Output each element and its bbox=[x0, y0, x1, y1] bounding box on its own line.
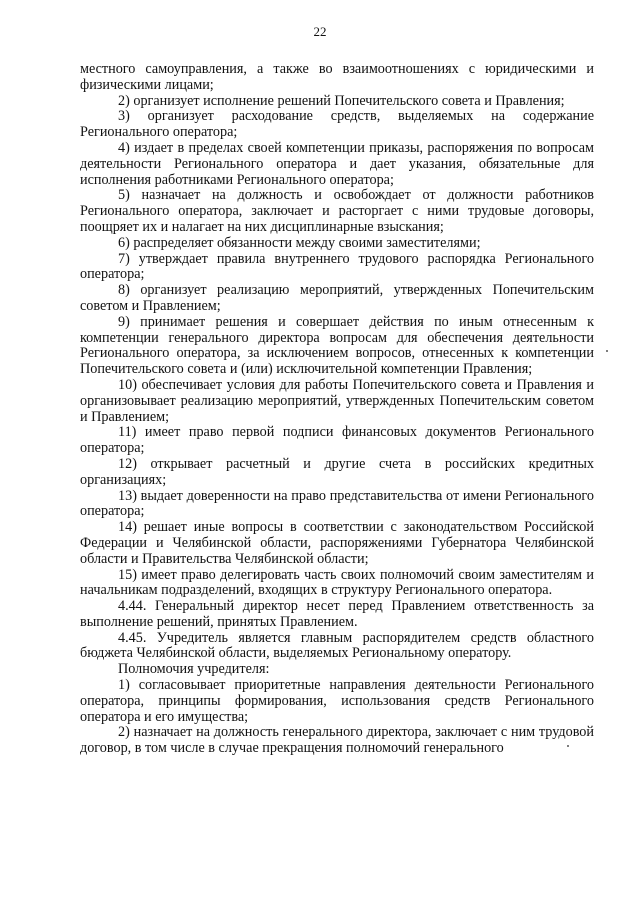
list-item-7: 7) утверждает правила внутреннего трудового распорядка Регионального оператора; bbox=[80, 250, 594, 283]
list-item-15: 15) имеет право делегировать часть своих полномочий своим заместителям и начальникам подразделений, входящих в структуру Регионального оператора. bbox=[80, 566, 594, 599]
list-item-3: 3) организует расходование средств, выделяемых на содержание Регионального оператора; bbox=[80, 108, 594, 141]
list-item-6: 6) распределяет обязанности между своими заместителями; bbox=[118, 234, 481, 251]
scan-speck bbox=[606, 350, 608, 352]
founder-power-1: 1) согласовывает приоритетные направления деятельности Регионального оператора, принципы формирования, использования средств Регионального оператора и его имущества; bbox=[80, 677, 594, 725]
list-item-4: 4) издает в пределах своей компетенции приказы, распоряжения по вопросам деятельности Регионального оператора и дает указания, обязательные для исполнения работниками Регионального оператора; bbox=[80, 139, 594, 188]
list-item-5: 5) назначает на должность и освобождает от должности работников Регионального оператора, заключает и расторгает с ними трудовые договоры, поощряет их и налагает на них дисциплинарные взыскания; bbox=[80, 187, 594, 235]
paragraph-continuation: местного самоуправления, а также во взаимоотношениях с юридическими и физическими лицами; bbox=[80, 61, 594, 93]
scan-speck bbox=[567, 745, 569, 747]
founder-power-2: 2) назначает на должность генерального директора, заключает с ним трудовой договор, в том числе в случае прекращения полномочий генерального bbox=[80, 724, 594, 757]
list-item-13: 13) выдает доверенности на право представительства от имени Регионального оператора; bbox=[80, 487, 594, 520]
document-body bbox=[80, 62, 594, 757]
list-item-14: 14) решает иные вопросы в соответствии с законодательством Российской Федерации и Челябинской области, распоряжениями Губернатора Челябинской области и Правительства Челябинской области; bbox=[80, 519, 594, 567]
clause-4-44: 4.44. Генеральный директор несет перед Правлением ответственность за выполнение решений, принятых Правлением. bbox=[80, 598, 594, 630]
page-number: 22 bbox=[313, 24, 327, 39]
list-item-9: 9) принимает решения и совершает действия по иным отнесенным к компетенции генерального директора вопросам для обеспечения деятельности Регионального оператора, за исключением вопросов, отнесенных к компетенции Попечительского совета и (или) исключительной компетенции Правления; bbox=[80, 313, 594, 378]
list-item-10: 10) обеспечивает условия для работы Попечительского совета и Правления и организовывает реализацию мероприятий, утвержденных Попечительским советом и Правлением; bbox=[80, 376, 594, 425]
list-item-11: 11) имеет право первой подписи финансовых документов Регионального оператора; bbox=[80, 424, 594, 457]
list-item-8: 8) организует реализацию мероприятий, утвержденных Попечительским советом и Правлением; bbox=[80, 282, 594, 314]
clause-4-45: 4.45. Учредитель является главным распорядителем средств областного бюджета Челябинской области, выделяемых Региональному оператору. bbox=[80, 629, 594, 662]
list-item-12: 12) открывает расчетный и другие счета в российских кредитных организациях; bbox=[80, 455, 594, 488]
list-item-2: 2) организует исполнение решений Попечительского совета и Правления; bbox=[118, 92, 565, 109]
founder-powers-heading: Полномочия учредителя: bbox=[118, 661, 270, 678]
